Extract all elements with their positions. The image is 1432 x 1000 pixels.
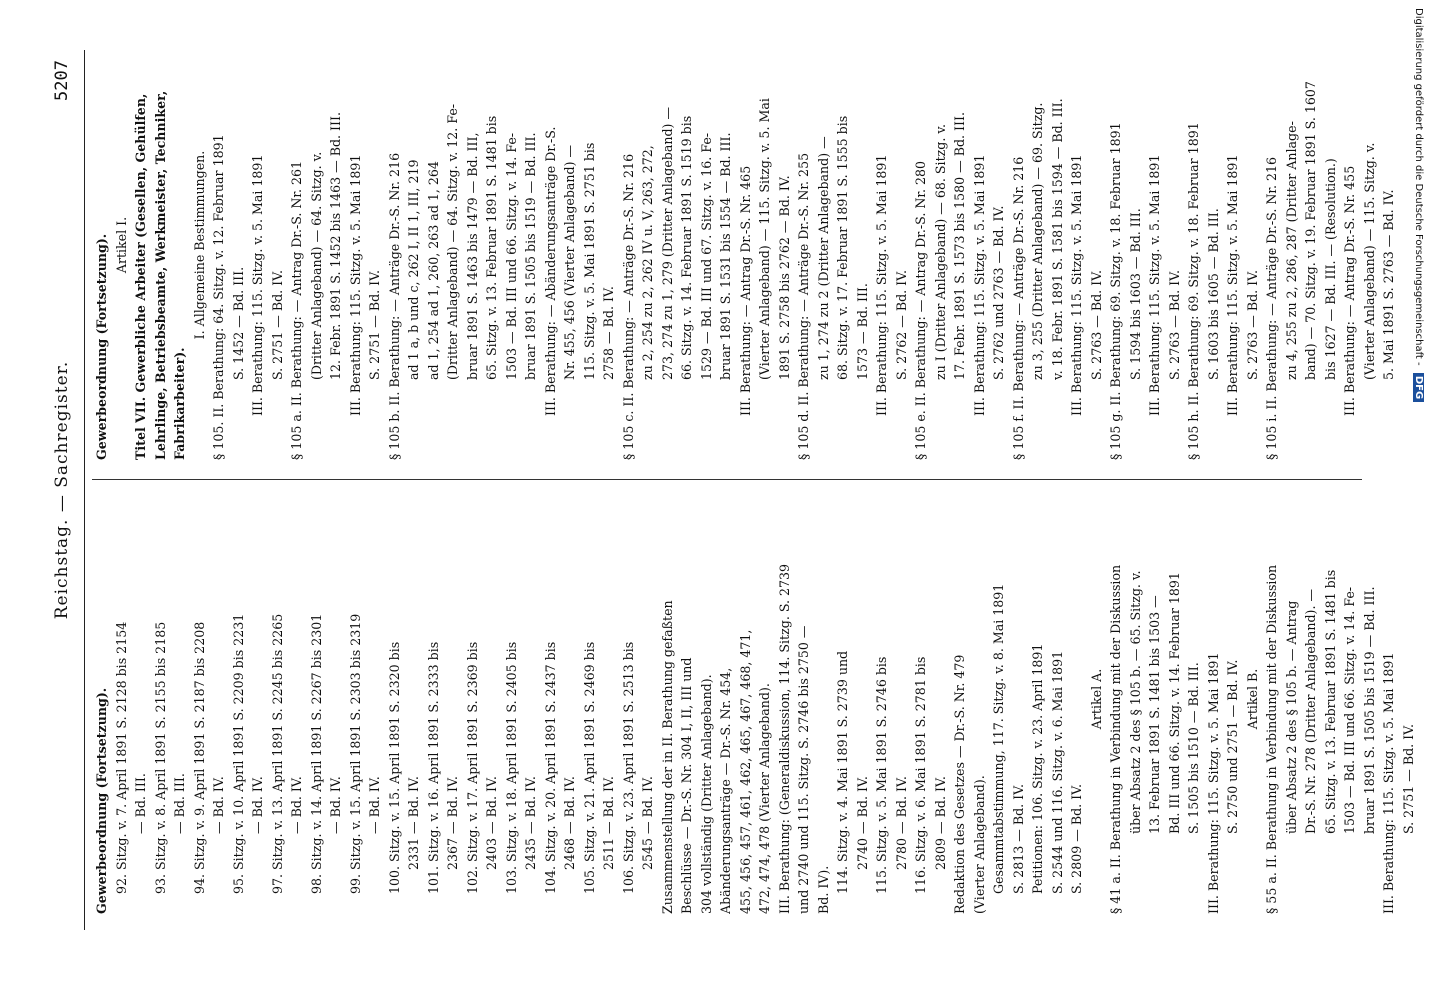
right-column-line: zu 1, 274 zu 2 (Dritter Anlageband) — [815, 136, 831, 380]
right-column-line: 115. Sitzg. v. 5. Mai 1891 S. 2751 bis [581, 142, 597, 380]
right-column-line: zu I (Dritter Anlageband) — 68. Sitzg. v. [932, 124, 948, 380]
left-column-line: — Bd. III. [133, 773, 148, 834]
right-column-line: III. Berathung: 115. Sitzg. v. 5. Mai 1891 [1225, 154, 1240, 416]
right-column-line: Artikel I. [113, 216, 129, 274]
right-column-line: 68. Sitzg. v. 17. Februar 1891 S. 1555 bis [835, 115, 850, 380]
left-column-line: — Bd. III. [172, 773, 187, 834]
right-column-line: III. Berathung: 115. Sitzg. v. 5. Mai 1891 [1147, 154, 1162, 416]
right-column-line: § 105 c. II. Berathung: — Anträge Dr.-S. Nr. 216 [620, 153, 636, 460]
digitization-credit [1408, 8, 1428, 988]
right-column-line: zu 2, 254 zu 2, 262 IV u. V, 263, 272, [640, 145, 655, 380]
right-column-line: S. 2762 und 2763 — Bd. IV. [991, 205, 1006, 380]
left-column-line: 102. Sitzg. v. 17. April 1891 S. 2369 bis [464, 641, 480, 894]
left-column-line: — Bd. IV. [328, 776, 343, 834]
left-column-line: III. Berathung: 115. Sitzg. v. 5. Mai 1891 [1205, 652, 1221, 914]
left-column-line: — Bd. IV. [250, 776, 265, 834]
right-column-line: 2758 — Bd. IV. [601, 286, 616, 380]
left-column-line: 13. Februar 1891 S. 1481 bis 1503 — [1147, 595, 1162, 834]
left-column-line: 472, 474, 478 (Vierter Anlageband). [757, 683, 772, 914]
right-column-line: S. 1594 bis 1603 — Bd. III. [1127, 208, 1143, 380]
right-column-line: zu 4, 255 zu 2, 286, 287 (Dritter Anlage- [1283, 121, 1299, 380]
right-column-line: III. Berathung: — Antrag Dr.-S. Nr. 455 [1342, 165, 1357, 416]
left-column-line: 101. Sitzg. v. 16. April 1891 S. 2333 bis [425, 641, 441, 894]
right-column-line: III. Berathung: 115. Sitzg. v. 5. Mai 1891 [347, 154, 363, 416]
left-column-line: 2331 — Bd. IV. [406, 776, 421, 870]
dfg-logo: DFG [1413, 373, 1424, 402]
left-column-line: S. 2751 — Bd. IV. [1400, 723, 1416, 834]
right-column-line: § 105 a. II. Berathung: — Antrag Dr.-S. Nr. 261 [289, 160, 304, 460]
credit-text: Digitalisierung gefördert durch die Deutsche Forschungsgemeinschaft - [1413, 8, 1424, 366]
left-column-line: Dr.-S. Nr. 278 (Dritter Anlageband). — [1303, 588, 1318, 834]
left-column-line: § 41 a. II. Berathung in Verbindung mit der Diskussion [1108, 564, 1123, 914]
right-column-line: § 105 g. II. Berathung: 69. Sitzg. v. 18. Februar 1891 [1108, 122, 1123, 460]
left-column-line: 106. Sitzg. v. 23. April 1891 S. 2513 bis [620, 641, 636, 894]
right-column-line: 273, 274 zu 1, 279 (Dritter Anlageband) — [659, 106, 675, 380]
right-column-line: bruar 1891 S. 1505 bis 1519 — Bd. III. [523, 132, 538, 380]
left-column-line: 98. Sitzg. v. 14. April 1891 S. 2267 bis 2301 [308, 613, 324, 894]
left-column-line: — Bd. IV. [367, 776, 382, 834]
left-column-line: S. 1505 bis 1510 — Bd. III. [1186, 662, 1201, 834]
right-column-line: 1891 S. 2758 bis 2762 — Bd. IV. [776, 175, 792, 380]
header-title: Reichstag. — Sachregister. [52, 360, 72, 620]
left-column-line: 65. Sitzg. v. 13. Februar 1891 S. 1481 bis [1322, 569, 1338, 834]
right-column-line: zu 3, 255 (Dritter Anlageband) — 69. Sitzg. [1030, 102, 1045, 380]
right-column-line: Lehrlinge, Betriebsbeamte, Werkmeister, Techniker, [152, 90, 168, 460]
left-column-line: Bd. III und 66. Sitzg. v. 14. Februar 1891 [1166, 572, 1182, 834]
right-column-line: ad 1 a, b und c, 262 I, II 1, III, 219 [406, 159, 421, 380]
column-divider [92, 479, 1362, 480]
right-column-line: III. Berathung: 115. Sitzg. v. 5. Mai 1891 [874, 154, 889, 416]
right-column-line: 5. Mai 1891 S. 2763 — Bd. IV. [1381, 189, 1396, 380]
left-column-line: 2468 — Bd. IV. [562, 776, 577, 870]
left-column-line: und 2740 und 115. Sitzg. S. 2746 bis 2750 — [796, 625, 811, 914]
right-column-line: v. 18. Febr. 1891 S. 1581 bis 1594 — Bd. III. [1049, 98, 1065, 380]
left-column-line: Gewerbeordnung (Fortsetzung). [94, 687, 109, 914]
right-column-line: S. 2751 — Bd. IV. [367, 269, 382, 380]
left-column-line: 2545 — Bd. IV. [640, 776, 655, 870]
right-column-line: (Vierter Anlageband) — 115. Sitzg. v. 5. Mai [757, 98, 772, 380]
left-column-line: S. 2750 und 2751 — Bd. IV. [1225, 659, 1240, 834]
left-column-line: 92. Sitzg. v. 7. April 1891 S. 2128 bis 2154 [113, 621, 129, 894]
left-column-line: Bd. IV). [815, 865, 831, 914]
left-column-line: Abänderungsanträge — Dr.-S. Nr. 454, [718, 667, 733, 914]
right-column-line: § 105 i. II. Berathung: — Anträge Dr.-S. Nr. 216 [1264, 156, 1279, 460]
right-column-line: § 105. II. Berathung: 64. Sitzg. v. 12. Februar 1891 [211, 134, 226, 460]
left-column-line: 105. Sitzg. v. 21. April 1891 S. 2469 bis [581, 641, 597, 894]
left-column-line: S. 2813 — Bd. IV. [1010, 783, 1026, 894]
left-column-line: Artikel A. [1088, 668, 1104, 730]
left-column-line: 94. Sitzg. v. 9. April 1891 S. 2187 bis 2208 [191, 621, 207, 894]
right-column-line: bruar 1891 S. 1531 bis 1554 — Bd. III. [718, 132, 733, 380]
left-column-line: 114. Sitzg. v. 4. Mai 1891 S. 2739 und [835, 650, 850, 894]
left-column-line: 97. Sitzg. v. 13. April 1891 S. 2245 bis 2265 [269, 613, 285, 894]
right-column-line: III. Berathung: — Antrag Dr.-S. Nr. 465 [737, 165, 753, 416]
left-column-line: 2403 — Bd. IV. [484, 776, 499, 870]
right-column [92, 30, 1399, 460]
header-rule [84, 50, 85, 930]
right-column-line: III. Berathung: 115. Sitzg. v. 5. Mai 1891 [250, 154, 265, 416]
left-column-line: über Absatz 2 des § 105 b. — Antrag [1283, 600, 1299, 834]
left-column-line: III. Berathung: (Generaldiskussion, 114. Sitzg. S. 2739 [776, 563, 792, 914]
left-column-line: (Vierter Anlageband). [971, 775, 987, 914]
right-column-line: 66. Sitzg. v. 14. Februar 1891 S. 1519 bis [679, 115, 694, 380]
right-column-line: S. 1452 — Bd. III. [230, 266, 246, 380]
right-column-line: § 105 h. II. Berathung: 69. Sitzg. v. 18. Februar 1891 [1186, 122, 1201, 460]
left-column-line: 2367 — Bd. IV. [445, 776, 460, 870]
right-column-line: 12. Febr. 1891 S. 1452 bis 1463 — Bd. III. [328, 112, 343, 380]
right-column-line: S. 2763 — Bd. IV. [1166, 269, 1182, 380]
right-column-line: band) — 70. Sitzg. v. 19. Februar 1891 S. 1607 [1303, 81, 1318, 380]
right-column-line: 1573 — Bd. III. [854, 283, 870, 380]
right-column-line: S. 2762 — Bd. IV. [893, 269, 909, 380]
right-column-line: § 105 d. II. Berathung: — Anträge Dr.-S. Nr. 255 [796, 152, 811, 460]
right-column-line: ad 1, 254 ad 1, 260, 263 ad 1, 264 [425, 161, 441, 380]
left-column-line: 103. Sitzg. v. 18. April 1891 S. 2405 bis [503, 641, 519, 894]
left-column-line: — Bd. IV. [211, 776, 226, 834]
left-column-line: 455, 456, 457, 461, 462, 465, 467, 468, 471, [737, 629, 753, 914]
left-column-line: bruar 1891 S. 1505 bis 1519 — Bd. III. [1361, 586, 1377, 834]
right-column-line: S. 2763 — Bd. IV. [1244, 269, 1260, 380]
left-column-line: III. Berathung: 115. Sitzg. v. 5. Mai 1891 [1381, 652, 1396, 914]
right-column-line: 1503 — Bd. III und 66. Sitzg. v. 14. Fe- [503, 132, 519, 380]
right-column-line: 1529 — Bd. III und 67. Sitzg. v. 16. Fe- [698, 132, 714, 380]
left-column-line: 115. Sitzg. v. 5. Mai 1891 S. 2746 bis [874, 656, 889, 894]
right-column-line: S. 2751 — Bd. IV. [269, 269, 285, 380]
left-column-line: Petitionen: 106. Sitzg. v. 23. April 1891 [1030, 643, 1045, 894]
right-column-line: 65. Sitzg. v. 13. Februar 1891 S. 1481 bis [484, 115, 499, 380]
left-column-line: 95. Sitzg. v. 10. April 1891 S. 2209 bis 2231 [230, 613, 246, 894]
right-column-line: Fabrikarbeiter). [172, 347, 187, 460]
left-column-line: 2809 — Bd. IV. [932, 776, 948, 870]
right-column-line: § 105 b. II. Berathung: — Anträge Dr.-S. Nr. 216 [386, 152, 402, 460]
left-column-line: — Bd. IV. [289, 776, 304, 834]
left-column-line: § 55 a. II. Berathung in Verbindung mit der Diskussion [1264, 564, 1279, 914]
left-column-line: Beschlüsse — Dr.-S. Nr. 304 I, II, III und [679, 657, 694, 914]
right-column-line: I. Allgemeine Bestimmungen. [191, 150, 207, 340]
left-column-line: 2435 — Bd. IV. [523, 776, 538, 870]
left-column-line: 2780 — Bd. IV. [893, 776, 909, 870]
right-column-line: bruar 1891 S. 1463 bis 1479 — Bd. III, [464, 132, 480, 380]
left-column-line: 304 vollständig (Dritter Anlageband). [698, 674, 714, 914]
right-column-line: bis 1627 — Bd. III. — (Resolution.) [1322, 158, 1338, 380]
left-column-line: 93. Sitzg. v. 8. April 1891 S. 2155 bis 2185 [152, 621, 168, 894]
right-column-line: 17. Febr. 1891 S. 1573 bis 1580 — Bd. III. [952, 112, 967, 380]
right-column-line: Gewerbeordnung (Fortsetzung). [94, 233, 109, 460]
left-column-line: 116. Sitzg. v. 6. Mai 1891 S. 2781 bis [913, 656, 928, 894]
right-column-line: § 105 f. II. Berathung: — Anträge Dr.-S. Nr. 216 [1010, 156, 1026, 460]
right-column-line: Titel VII. Gewerbliche Arbeiter (Gesellen, Gehülfen, [133, 93, 148, 460]
right-column-line: (Vierter Anlageband) — 115. Sitzg. v. [1361, 142, 1377, 380]
left-column-line: 104. Sitzg. v. 20. April 1891 S. 2437 bis [542, 641, 558, 894]
right-column-line: § 105 e. II. Berathung: — Antrag Dr.-S. Nr. 280 [913, 160, 928, 460]
left-column-line: Gesammtabstimmung, 117. Sitzg. v. 8. Mai 1891 [991, 583, 1006, 894]
left-column-line: Zusammenstellung der in II. Berathung gefaßten [659, 600, 675, 914]
left-column-line: S. 2544 und 116. Sitzg. v. 6. Mai 1891 [1049, 650, 1065, 894]
left-column-line: 2740 — Bd. IV. [854, 776, 870, 870]
left-column-line: 2511 — Bd. IV. [601, 776, 616, 870]
left-column [92, 484, 1418, 914]
page-number: 5207 [52, 60, 72, 101]
right-column-line: S. 2763 — Bd. IV. [1088, 269, 1104, 380]
right-column-line: (Dritter Anlageband) — 64. Sitzg. v. [308, 151, 324, 380]
right-column-line: III. Berathung: 115. Sitzg. v. 5. Mai 1891 [1069, 154, 1084, 416]
right-column-line: Nr. 455, 456 (Vierter Anlageband) — [562, 144, 577, 380]
left-column-line: über Absatz 2 des § 105 b. — 65. Sitzg. v. [1127, 570, 1143, 834]
page-header [52, 60, 82, 920]
right-column-line: (Dritter Anlageband) — 64. Sitzg. v. 12. Fe- [445, 103, 460, 380]
right-column-line: III. Berathung: — Abänderungsanträge Dr.-S. [542, 126, 558, 416]
right-column-line: III. Berathung: 115. Sitzg. v. 5. Mai 1891 [971, 154, 987, 416]
left-column-line: S. 2809 — Bd. IV. [1069, 783, 1084, 894]
left-column-line: 99. Sitzg. v. 15. April 1891 S. 2303 bis 2319 [347, 613, 363, 894]
left-column-line: 1503 — Bd. III und 66. Sitzg. v. 14. Fe- [1342, 586, 1357, 834]
left-column-line: Redaktion des Gesetzes — Dr.-S. Nr. 479 [952, 654, 967, 914]
right-column-line: S. 1603 bis 1605 — Bd. III. [1205, 208, 1221, 380]
left-column-line: 100. Sitzg. v. 15. April 1891 S. 2320 bis [386, 641, 402, 894]
left-column-line: Artikel B. [1244, 668, 1260, 730]
